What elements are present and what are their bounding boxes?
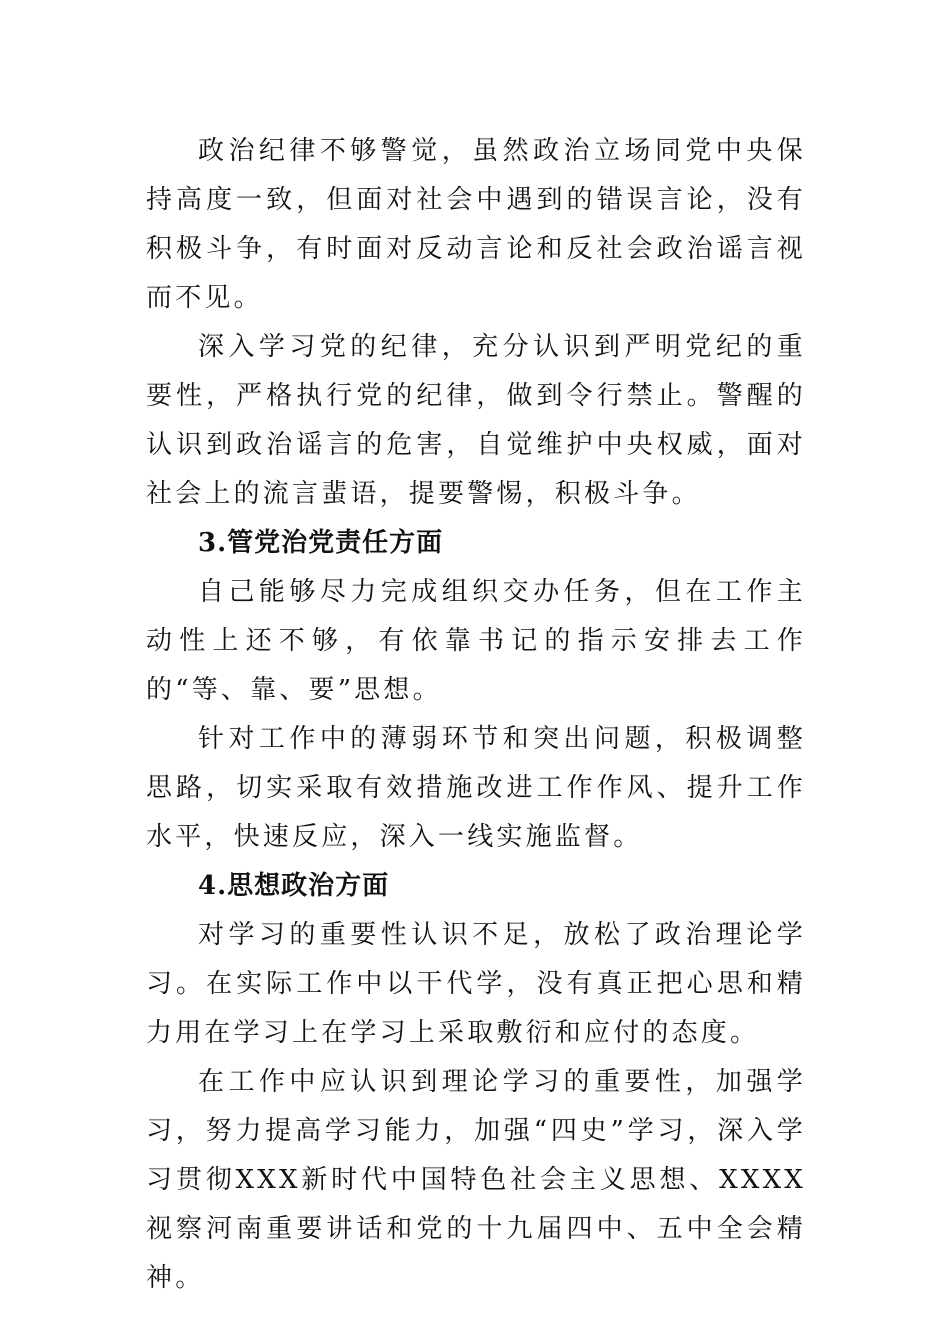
paragraph-political-discipline-problem: 政治纪律不够警觉，虽然政治立场同党中央保持高度一致，但面对社会中遇到的错误言论，没有积极斗争，有时面对反动言论和反社会政治谣言视而不见。 [146, 136, 806, 313]
section-heading-ideology-politics: 4.思想政治方面 [198, 871, 390, 901]
paragraph-ideology-measure: 在工作中应认识到理论学习的重要性，加强学习，努力提高学习能力，加强“四史”学习，深入学习贯彻XXX新时代中国特色社会主义思想、XXXX视察河南重要讲话和党的十九届四中、五中全会精神。 [146, 1067, 806, 1293]
paragraph-ideology-problem: 对学习的重要性认识不足，放松了政治理论学习。在实际工作中以干代学，没有真正把心思和精力用在学习上在学习上采取敷衍和应付的态度。 [146, 920, 806, 1048]
document-body [146, 127, 806, 1303]
section-heading-party-governance: 3.管党治党责任方面 [198, 528, 444, 558]
paragraph-party-governance-measure: 针对工作中的薄弱环节和突出问题，积极调整思路，切实采取有效措施改进工作作风、提升工作水平，快速反应，深入一线实施监督。 [146, 724, 806, 852]
paragraph-party-governance-problem: 自己能够尽力完成组织交办任务，但在工作主动性上还不够，有依靠书记的指示安排去工作的“等、靠、要”思想。 [146, 577, 806, 705]
paragraph-political-discipline-measure: 深入学习党的纪律，充分认识到严明党纪的重要性，严格执行党的纪律，做到令行禁止。警醒的认识到政治谣言的危害，自觉维护中央权威，面对社会上的流言蜚语，提要警惕，积极斗争。 [146, 332, 806, 509]
